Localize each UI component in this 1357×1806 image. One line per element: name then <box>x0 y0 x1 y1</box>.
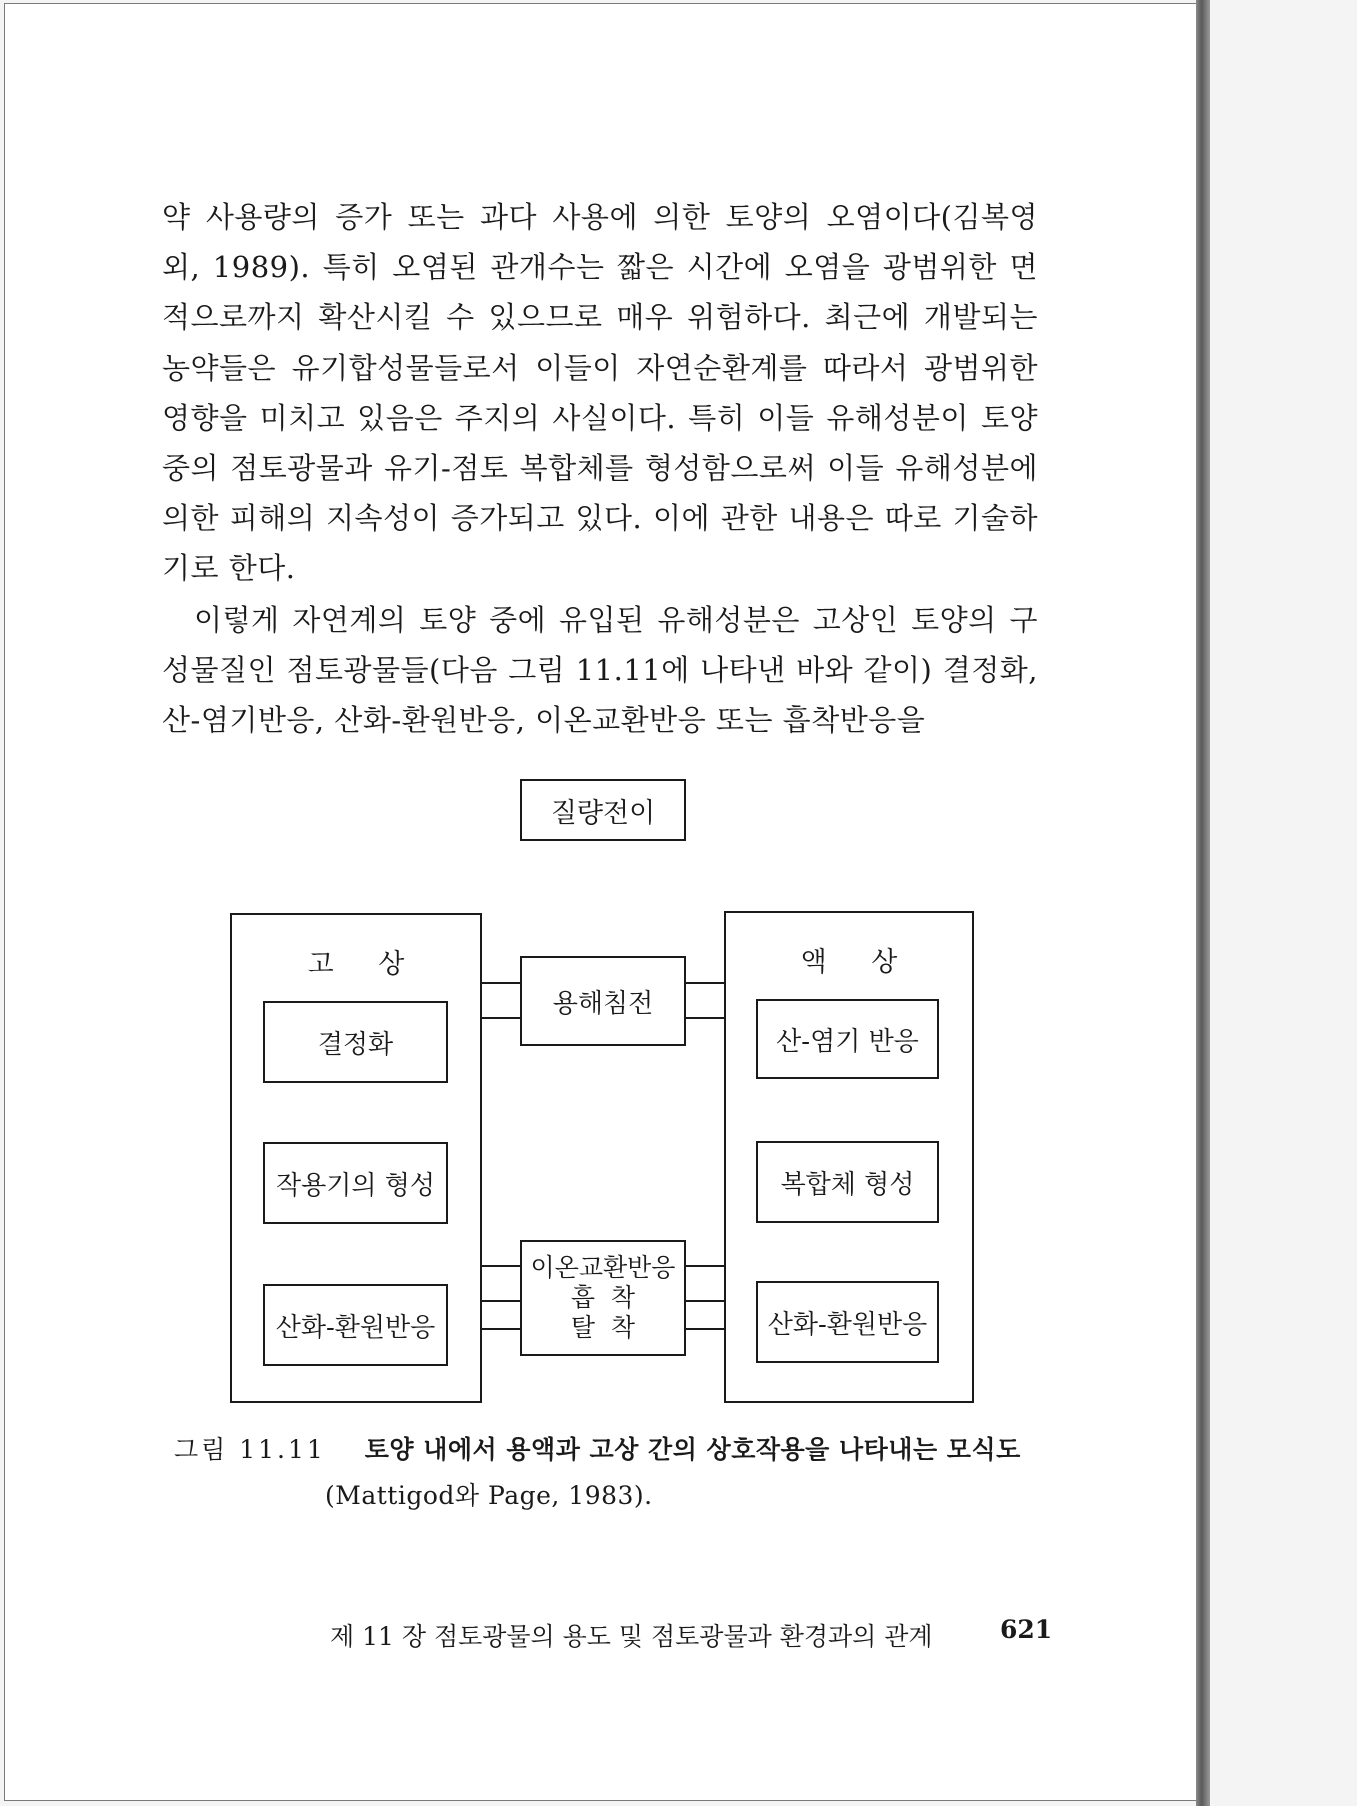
solid-item-functional-group: 작용기의 형성 <box>263 1142 448 1224</box>
connector-line <box>482 1328 520 1330</box>
book-spine <box>1196 0 1210 1806</box>
liquid-item-redox: 산화-환원반응 <box>756 1281 939 1363</box>
dissolution-precipitation-box: 용해침전 <box>520 956 686 1046</box>
liquid-phase-label: 액 상 <box>800 947 916 978</box>
connector-line <box>482 1265 520 1267</box>
page-number: 621 <box>1000 1615 1053 1644</box>
connector-line <box>482 982 520 984</box>
connector-line <box>686 1265 724 1267</box>
figure-caption <box>174 1430 1021 1466</box>
body-paragraph-1: 약 사용량의 증가 또는 과다 사용에 의한 토양의 오염이다(김복영 외, 1989). 특히 오염된 관개수는 짧은 시간에 오염을 광범위한 면적으로까지 확산시킬 수 있으므로 매우 위험하다. 최근에 개발되는 농약들은 유기합성물들로서 이들이 자연순환계를 따라서 광범위한 영향을 미치고 있음은 주지의 사실이다. 특히 이들 유해성분이 토양 중의 점토광물과 유기-점토 복합체를 형성함으로써 이들 유해성분에 의한 피해의 지속성이 증가되고 있다. 이에 관한 내용은 따로 기술하기로 한다. <box>162 200 1038 586</box>
liquid-item-complex: 복합체 형성 <box>756 1141 939 1223</box>
connector-line <box>482 1300 520 1302</box>
running-footer: 제 11 장 점토광물의 용도 및 점토광물과 환경과의 관계 <box>330 1622 933 1651</box>
connector-line <box>482 1017 520 1019</box>
connector-line <box>686 982 724 984</box>
ion-exchange-box <box>520 1240 686 1356</box>
solid-item-crystallization: 결정화 <box>263 1001 448 1083</box>
solid-item-redox: 산화-환원반응 <box>263 1284 448 1366</box>
adsorption-label: 흡 착 <box>570 1283 636 1312</box>
figure-number: 그림 11.11 <box>174 1435 326 1464</box>
connector-line <box>686 1017 724 1019</box>
connector-line <box>686 1300 724 1302</box>
figure-source: (Mattigod와 Page, 1983). <box>325 1481 653 1510</box>
solid-phase-label: 고 상 <box>307 949 423 980</box>
connector-line <box>686 1328 724 1330</box>
mass-transfer-box: 질량전이 <box>520 779 686 841</box>
desorption-label: 탈 착 <box>570 1313 636 1342</box>
ion-exchange-label: 이온교환반응 <box>530 1253 676 1282</box>
body-paragraph-2: 이렇게 자연계의 토양 중에 유입된 유해성분은 고상인 토양의 구성물질인 점토광물들(다음 그림 11.11에 나타낸 바와 같이) 결정화, 산-염기반응, 산화-환원반응, 이온교환반응 또는 흡착반응을 <box>162 603 1038 738</box>
liquid-item-acid-base: 산-염기 반응 <box>756 999 939 1079</box>
figure-title: 토양 내에서 용액과 고상 간의 상호작용을 나타내는 모식도 <box>364 1435 1021 1464</box>
